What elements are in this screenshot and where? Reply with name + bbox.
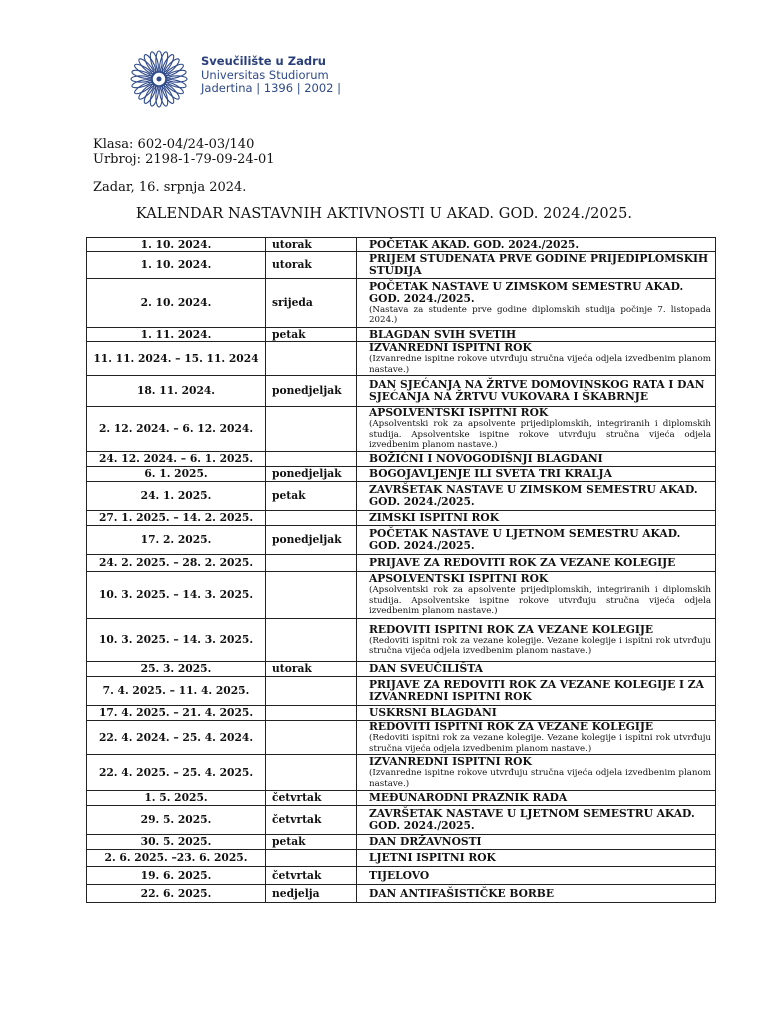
day-cell: četvrtak — [266, 806, 357, 835]
event-title: DAN SJEĆANJA NA ŽRTVE DOMOVINSKOG RATA I DAN SJEĆANJA NA ŽRTVU VUKOVARA I ŠKABRNJE — [369, 378, 705, 403]
event-title: POČETAK NASTAVE U ZIMSKOM SEMESTRU AKAD. GOD. 2024./2025. — [369, 279, 684, 305]
date-cell: 24. 2. 2025. – 28. 2. 2025. — [87, 555, 266, 572]
day-cell: nedjelja — [266, 885, 357, 903]
table-row — [87, 677, 716, 706]
day-cell — [266, 677, 357, 706]
day-cell: petak — [266, 835, 357, 850]
logo-wordmark — [201, 55, 341, 96]
table-row — [87, 279, 716, 328]
university-logo — [124, 44, 194, 114]
date-cell: 6. 1. 2025. — [87, 467, 266, 482]
date-cell: 22. 4. 2025. – 25. 4. 2025. — [87, 755, 266, 791]
event-cell — [357, 835, 716, 850]
event-cell — [357, 555, 716, 572]
event-cell — [357, 376, 716, 407]
day-cell — [266, 452, 357, 467]
event-title: PRIJEM STUDENATA PRVE GODINE PRIJEDIPLOMSKIH STUDIJA — [369, 252, 709, 277]
date-cell: 2. 10. 2024. — [87, 279, 266, 328]
table-row — [87, 867, 716, 885]
event-title: ZIMSKI ISPITNI ROK — [369, 511, 500, 524]
day-cell — [266, 619, 357, 662]
event-cell — [357, 721, 716, 755]
table-row — [87, 376, 716, 407]
day-cell: petak — [266, 328, 357, 342]
event-cell — [357, 619, 716, 662]
event-note: (Izvanredne ispitne rokove utvrđuju stručna vijeća odjela izvedbenim planom nastave.) — [369, 354, 711, 375]
date-cell: 7. 4. 2025. – 11. 4. 2025. — [87, 677, 266, 706]
event-title: IZVANREDNI ISPITNI ROK — [369, 755, 532, 768]
table-row — [87, 526, 716, 555]
date-cell: 25. 3. 2025. — [87, 662, 266, 677]
day-cell — [266, 342, 357, 376]
table-row — [87, 328, 716, 342]
date-cell: 1. 10. 2024. — [87, 238, 266, 252]
event-cell — [357, 867, 716, 885]
table-row — [87, 238, 716, 252]
day-cell — [266, 511, 357, 526]
date-cell: 10. 3. 2025. – 14. 3. 2025. — [87, 572, 266, 619]
event-title: ZAVRŠETAK NASTAVE U LJETNOM SEMESTRU AKAD. GOD. 2024./2025. — [369, 807, 695, 832]
table-row — [87, 619, 716, 662]
date-cell: 27. 1. 2025. – 14. 2. 2025. — [87, 511, 266, 526]
logo-line-2: Universitas Studiorum — [201, 67, 329, 82]
place-date: Zadar, 16. srpnja 2024. — [93, 180, 247, 195]
event-title: PRIJAVE ZA REDOVITI ROK ZA VEZANE KOLEGIJE — [369, 556, 676, 569]
event-cell — [357, 252, 716, 279]
date-cell: 22. 4. 2024. – 25. 4. 2024. — [87, 721, 266, 755]
date-cell: 30. 5. 2025. — [87, 835, 266, 850]
logo-line-3: Jadertina | 1396 | 2002 | — [201, 81, 342, 95]
table-row — [87, 706, 716, 721]
day-cell: srijeda — [266, 279, 357, 328]
table-row — [87, 835, 716, 850]
document-title: KALENDAR NASTAVNIH AKTIVNOSTI U AKAD. GOD. 2024./2025. — [135, 206, 633, 222]
event-title: DAN DRŽAVNOSTI — [369, 835, 482, 848]
table-row — [87, 555, 716, 572]
date-cell: 2. 6. 2025. –23. 6. 2025. — [87, 850, 266, 867]
event-cell — [357, 452, 716, 467]
event-title: ZAVRŠETAK NASTAVE U ZIMSKOM SEMESTRU AKAD. GOD. 2024./2025. — [369, 483, 698, 508]
event-title: DAN SVEUČILIŠTA — [369, 662, 483, 675]
date-cell: 1. 5. 2025. — [87, 791, 266, 806]
date-cell: 17. 2. 2025. — [87, 526, 266, 555]
event-cell — [357, 526, 716, 555]
event-title: LJETNI ISPITNI ROK — [369, 851, 496, 864]
table-row — [87, 806, 716, 835]
table-row — [87, 252, 716, 279]
event-cell — [357, 467, 716, 482]
urbroj: Urbroj: 2198-1-79-09-24-01 — [93, 152, 275, 167]
event-title: REDOVITI ISPITNI ROK ZA VEZANE KOLEGIJE — [369, 622, 654, 636]
event-note: (Izvanredne ispitne rokove utvrđuju stručna vijeća odjela izvedbenim planom nastave.) — [369, 768, 711, 789]
event-cell — [357, 511, 716, 526]
table-row — [87, 511, 716, 526]
event-cell — [357, 662, 716, 677]
table-row — [87, 482, 716, 511]
day-cell — [266, 407, 357, 452]
calendar-table — [86, 237, 716, 903]
day-cell: četvrtak — [266, 867, 357, 885]
event-cell — [357, 850, 716, 867]
date-cell: 22. 6. 2025. — [87, 885, 266, 903]
day-cell: ponedjeljak — [266, 526, 357, 555]
event-title: IZVANREDNI ISPITNI ROK — [369, 341, 532, 354]
table-row — [87, 885, 716, 903]
event-title: POČETAK NASTAVE U LJETNOM SEMESTRU AKAD. GOD. 2024./2025. — [369, 527, 681, 552]
event-title: APSOLVENTSKI ISPITNI ROK — [369, 572, 549, 586]
event-title: BLAGDAN SVIH SVETIH — [369, 327, 517, 341]
event-title: POČETAK AKAD. GOD. 2024./2025. — [369, 237, 580, 251]
day-cell: utorak — [266, 238, 357, 252]
event-cell — [357, 791, 716, 806]
event-cell — [357, 482, 716, 511]
day-cell — [266, 721, 357, 755]
table-row — [87, 342, 716, 376]
event-title: APSOLVENTSKI ISPITNI ROK — [369, 406, 549, 420]
event-cell — [357, 755, 716, 791]
date-cell: 1. 11. 2024. — [87, 328, 266, 342]
date-cell: 11. 11. 2024. – 15. 11. 2024 — [87, 342, 266, 376]
day-cell: ponedjeljak — [266, 376, 357, 407]
day-cell: utorak — [266, 252, 357, 279]
day-cell: ponedjeljak — [266, 467, 357, 482]
day-cell — [266, 555, 357, 572]
table-row — [87, 572, 716, 619]
event-cell — [357, 407, 716, 452]
day-cell — [266, 755, 357, 791]
event-cell — [357, 885, 716, 903]
table-row — [87, 850, 716, 867]
day-cell — [266, 706, 357, 721]
date-cell: 1. 10. 2024. — [87, 252, 266, 279]
klasa: Klasa: 602-04/24-03/140 — [93, 137, 255, 152]
event-title: TIJELOVO — [369, 868, 430, 882]
date-cell: 2. 12. 2024. – 6. 12. 2024. — [87, 407, 266, 452]
date-cell: 19. 6. 2025. — [87, 867, 266, 885]
table-row — [87, 407, 716, 452]
event-cell — [357, 677, 716, 706]
date-cell: 10. 3. 2025. – 14. 3. 2025. — [87, 619, 266, 662]
event-note: (Apsolventski rok za apsolvente prijediplomskih, integriranih i diplomskih studija. Apsolventske ispitne rokove utvrđuju stručna vijeća odjela izvedbenim planom nastave.) — [369, 585, 711, 617]
table-row — [87, 721, 716, 755]
event-note: (Apsolventski rok za apsolvente prijediplomskih, integriranih i diplomskih studija. Apsolventske ispitne rokove utvrđuju stručna vijeća odjela izvedbenim planom nastave.) — [369, 419, 711, 451]
event-cell — [357, 706, 716, 721]
event-title: DAN ANTIFAŠISTIČKE BORBE — [369, 886, 554, 900]
day-cell: petak — [266, 482, 357, 511]
table-row — [87, 791, 716, 806]
date-cell: 24. 12. 2024. – 6. 1. 2025. — [87, 452, 266, 467]
day-cell — [266, 850, 357, 867]
day-cell — [266, 572, 357, 619]
table-row — [87, 452, 716, 467]
day-cell: utorak — [266, 662, 357, 677]
event-cell — [357, 279, 716, 328]
event-note: (Redoviti ispitni rok za vezane kolegije. Vezane kolegije i ispitni rok utvrđuju stručna vijeća odjela izvedbenim planom nastave.) — [369, 635, 711, 656]
event-title: BOGOJAVLJENJE ILI SVETA TRI KRALJA — [369, 467, 612, 480]
event-title: MEĐUNARODNI PRAZNIK RADA — [369, 791, 568, 804]
event-cell — [357, 238, 716, 252]
event-title: PRIJAVE ZA REDOVITI ROK ZA VEZANE KOLEGIJE I ZA IZVANREDNI ISPITNI ROK — [369, 678, 704, 703]
day-cell: četvrtak — [266, 791, 357, 806]
event-title: USKRSNI BLAGDANI — [369, 706, 497, 719]
table-row — [87, 662, 716, 677]
date-cell: 18. 11. 2024. — [87, 376, 266, 407]
logo-line-1: Sveučilište u Zadru — [201, 54, 326, 68]
event-cell — [357, 806, 716, 835]
event-cell — [357, 342, 716, 376]
date-cell: 24. 1. 2025. — [87, 482, 266, 511]
event-title: REDOVITI ISPITNI ROK ZA VEZANE KOLEGIJE — [369, 720, 654, 733]
date-cell: 17. 4. 2025. – 21. 4. 2025. — [87, 706, 266, 721]
event-note: (Nastava za studente prve godine diplomskih studija počinje 7. listopada 2024.) — [369, 304, 711, 325]
table-row — [87, 467, 716, 482]
date-cell: 29. 5. 2025. — [87, 806, 266, 835]
event-title: BOŽIĆNI I NOVOGODIŠNJI BLAGDANI — [369, 452, 603, 465]
table-row — [87, 755, 716, 791]
event-cell — [357, 328, 716, 342]
event-note: (Redoviti ispitni rok za vezane kolegije. Vezane kolegije i ispitni rok utvrđuju stručna vijeća odjela izvedbenim planom nastave.) — [369, 733, 711, 754]
event-cell — [357, 572, 716, 619]
